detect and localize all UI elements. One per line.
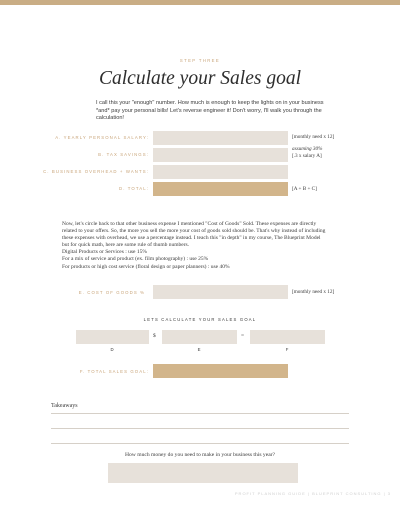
business-overhead-field[interactable] — [153, 165, 288, 179]
yearly-salary-note: [monthly need x 12] — [292, 134, 335, 140]
business-overhead-label: C. BUSINESS OVERHEAD + WANTS: — [43, 169, 149, 174]
calc-d-field[interactable] — [76, 330, 149, 344]
calc-f-field[interactable] — [250, 330, 325, 344]
tax-savings-field[interactable] — [153, 148, 288, 162]
body-line: but for quick math, here are some rule of thumb numbers. — [62, 242, 190, 249]
body-line: Now, let's circle back to that other business expense I mentioned "Cost of Goods" Sold. These expenses are directly — [62, 221, 317, 227]
cost-of-goods-explanation — [62, 221, 352, 271]
yearly-salary-field[interactable] — [153, 131, 288, 145]
body-line: For a mix of service and product (ex. film photography) : use 25% — [62, 256, 209, 263]
total-note: [A + B + C] — [292, 186, 317, 192]
body-line: For products or high cost service (floral design or paper planners) : use 40% — [62, 263, 230, 270]
page-title: Calculate your Sales goal — [98, 68, 302, 89]
calc-operator-1: $ — [153, 333, 156, 339]
top-accent-bar — [0, 0, 400, 5]
body-line: related to your offers. So, the more you sell the more your cost of goods sold should be. That's why instead of including — [62, 228, 326, 235]
calc-e-field[interactable] — [162, 330, 237, 344]
intro-paragraph: I call this your "enough" number. How much is enough to keep the lights on in your business *and* pay your personal bills! Let's reverse engineer it! Don't worry, I'll walk you through the calculation! — [96, 100, 324, 122]
calculation-heading: LETS CALCULATE YOUR SALES GOAL — [143, 317, 257, 322]
body-line: Digital Products or Services : use 15% — [62, 249, 147, 256]
calc-letter-f: F — [285, 347, 289, 352]
page-footer: PROFIT PLANNING GUIDE | BLUEPRINT CONSULTING | 3 — [234, 491, 391, 496]
calc-letter-e: E — [197, 347, 201, 352]
annual-goal-answer-field[interactable] — [108, 463, 298, 483]
total-sales-goal-field[interactable] — [153, 364, 288, 378]
total-label: D. TOTAL: — [119, 186, 149, 191]
body-line: these expenses with overhead, we use a percentage instead. I teach this "in depth" in my course, The Blueprint Model — [62, 235, 321, 242]
calc-letter-d: D — [110, 347, 114, 352]
takeaways-line[interactable] — [51, 413, 349, 414]
cost-of-goods-note: [monthly need x 12] — [292, 289, 335, 295]
tax-savings-note-formula: [.3 x salary A] — [292, 153, 322, 159]
sales-question: How much money do you need to make in your business this year? — [124, 452, 276, 458]
takeaways-label: Takeaways — [51, 403, 78, 409]
cost-of-goods-label: E. COST OF GOODS % — [78, 290, 145, 295]
total-field[interactable] — [153, 182, 288, 196]
calc-operator-2: = — [241, 333, 245, 339]
tax-savings-label: B. TAX SAVINGS: — [98, 152, 149, 157]
yearly-salary-label: A. YEARLY PERSONAL SALARY: — [55, 135, 149, 140]
tax-savings-note-assumption: assuming 30% — [292, 146, 323, 152]
step-label: STEP THREE — [179, 58, 221, 63]
cost-of-goods-field[interactable] — [153, 285, 288, 299]
takeaways-line[interactable] — [51, 443, 349, 444]
takeaways-line[interactable] — [51, 428, 349, 429]
total-sales-goal-label: F. TOTAL SALES GOAL: — [79, 369, 149, 374]
